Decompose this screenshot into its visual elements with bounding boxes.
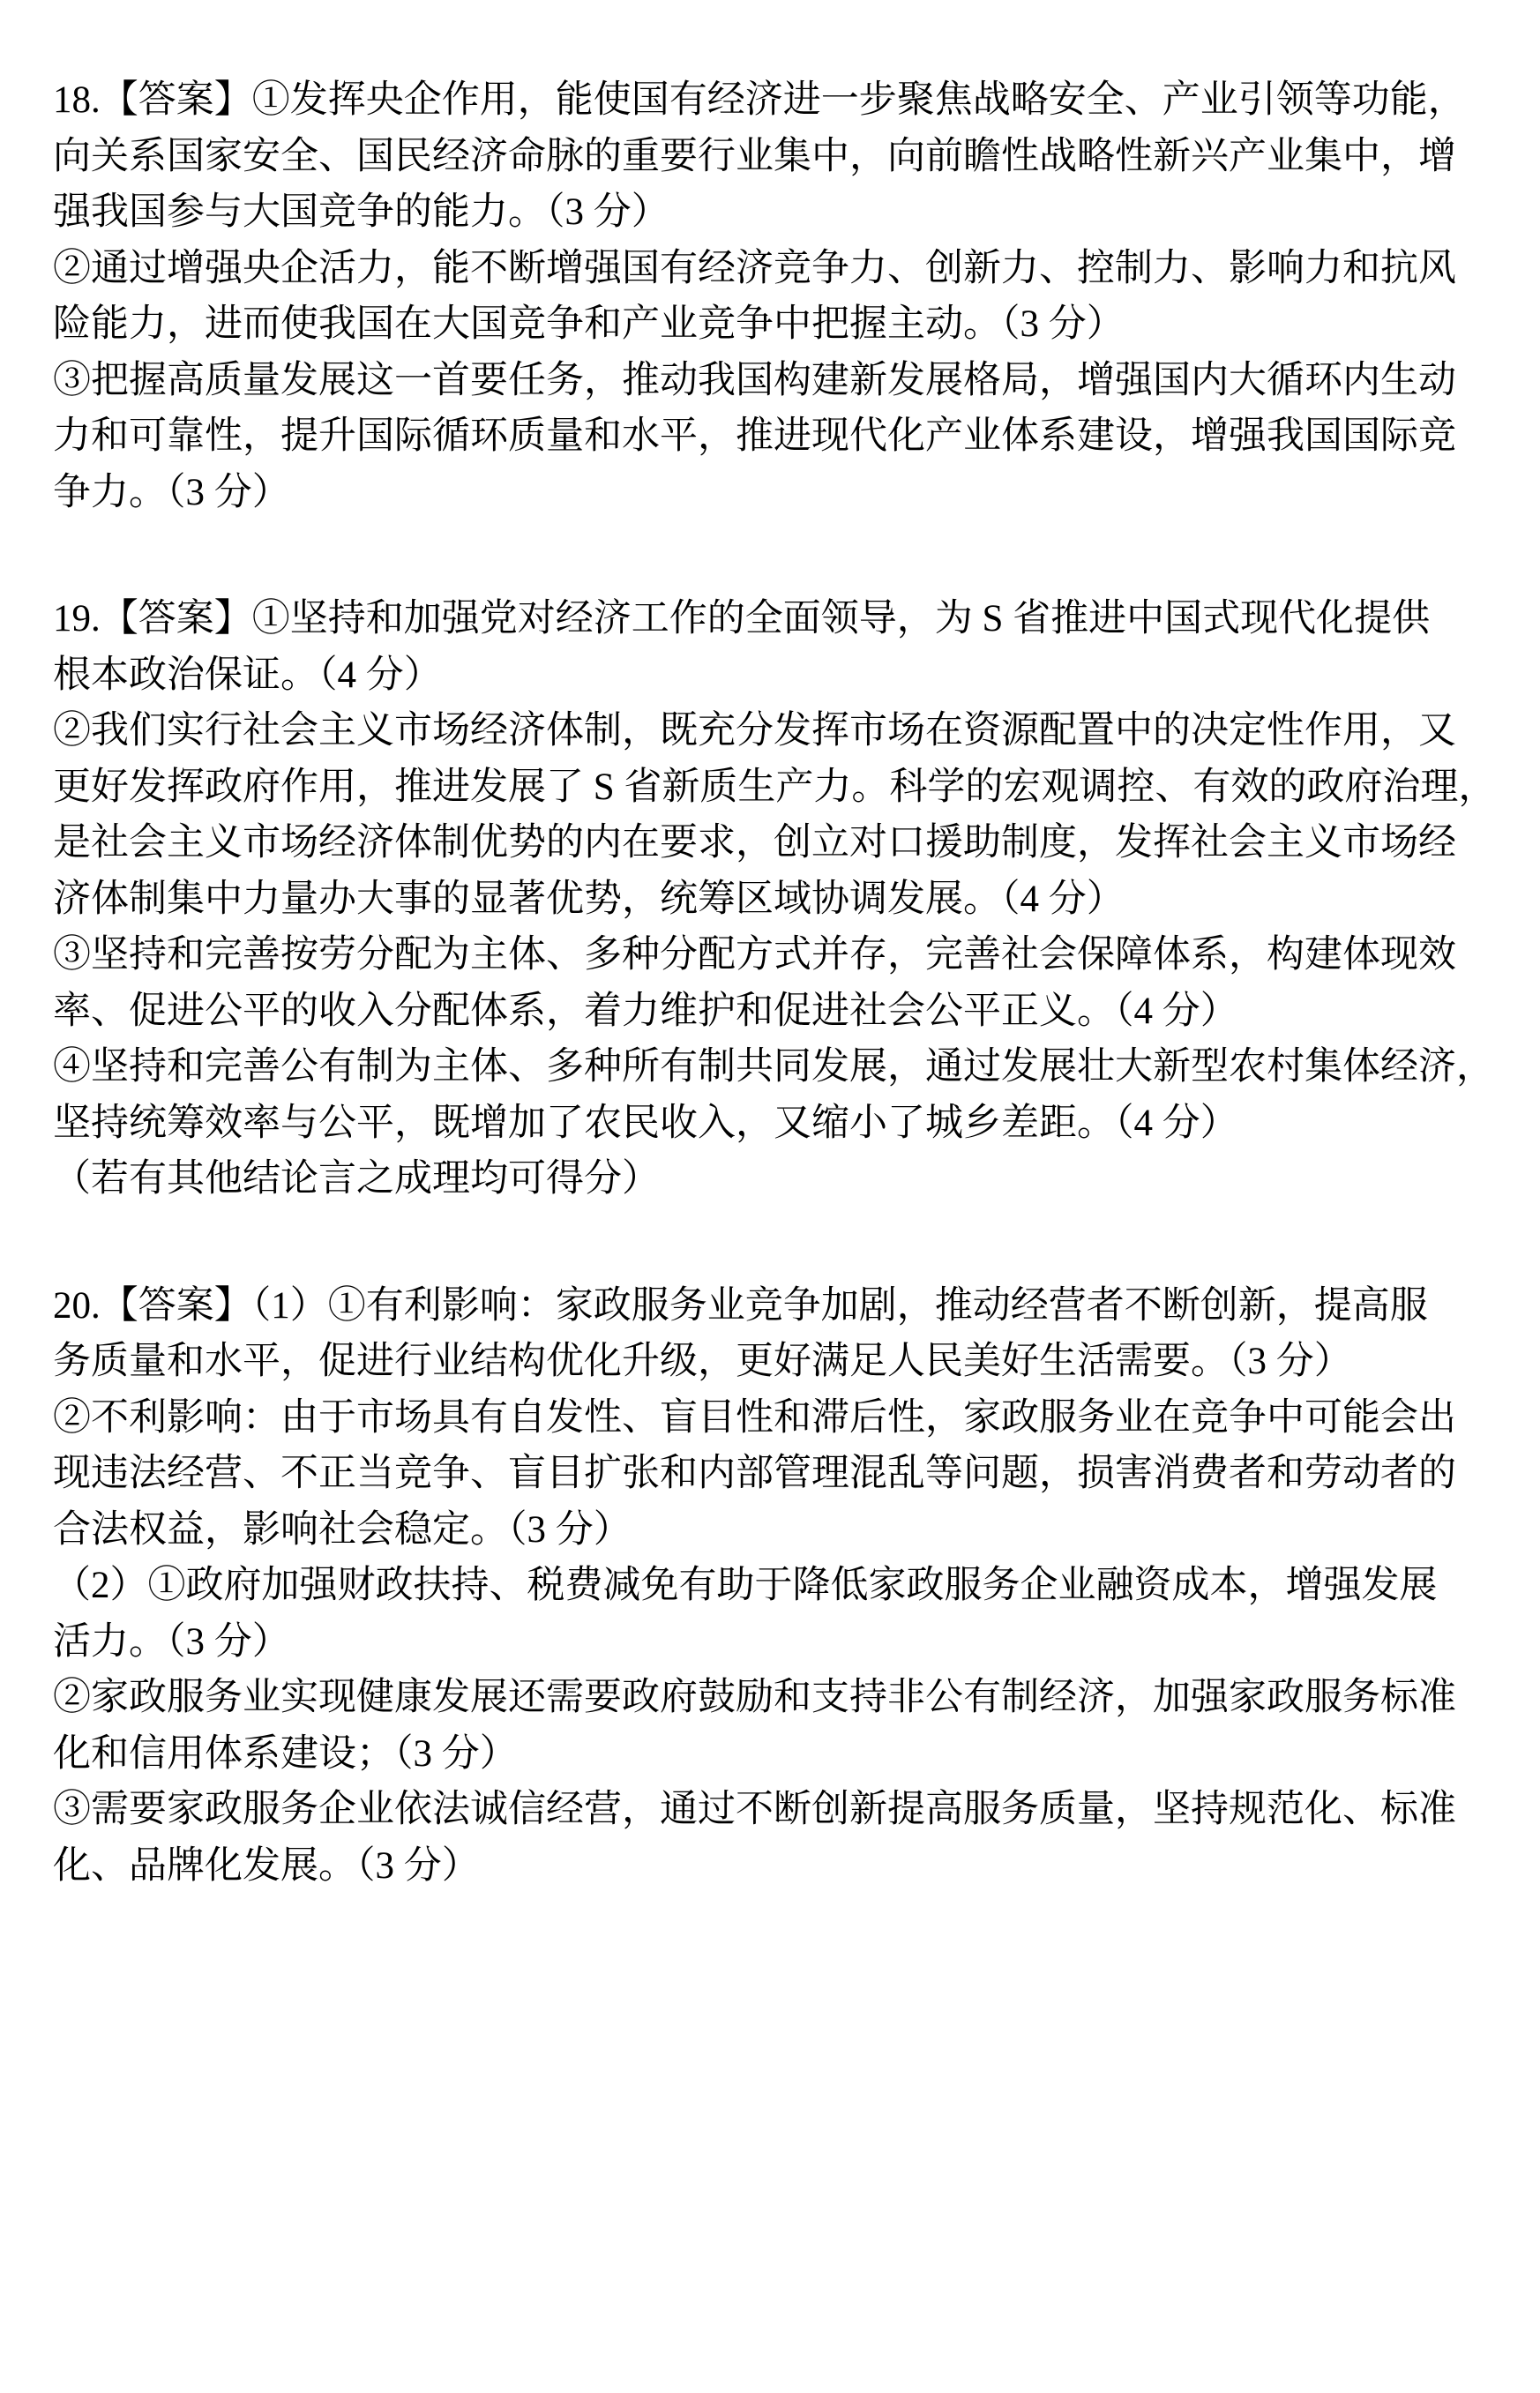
answer-19-line: 是社会主义市场经济体制优势的内在要求，创立对口援助制度，发挥社会主义市场经	[53, 822, 1456, 864]
section-divider-space	[53, 520, 1496, 591]
answer-20-line: 化和信用体系建设；（3 分）	[53, 1732, 518, 1775]
answer-20-line: 现违法经营、不正当竞争、盲目扩张和内部管理混乱等问题，损害消费者和劳动者的	[53, 1453, 1456, 1494]
answer-20-line: 化、品牌化发展。（3 分）	[53, 1844, 480, 1887]
answer-18-line: ③把握高质量发展这一首要任务，推动我国构建新发展格局，增强国内大循环内生动	[53, 359, 1456, 401]
answer-19-line: 济体制集中力量办大事的显著优势，统筹区域协调发展。（4 分）	[53, 878, 1125, 920]
answer-20-line: ②不利影响：由于市场具有自发性、盲目性和滞后性，家政服务业在竞争中可能会出	[53, 1396, 1456, 1439]
answer-20-line: ③需要家政服务企业依法诚信经营，通过不断创新提高服务质量，坚持规范化、标准	[53, 1789, 1456, 1830]
answer-18-line: 争力。（3 分）	[53, 471, 290, 513]
answer-20-line: 20.【答案】（1）①有利影响：家政服务业竞争加剧，推动经营者不断创新，提高服	[53, 1284, 1428, 1327]
answer-block-20	[53, 1278, 1496, 1895]
answer-19-line: ③坚持和完善按劳分配为主体、多种分配方式并存，完善社会保障体系，构建体现效	[53, 934, 1456, 976]
answer-block-18	[53, 72, 1496, 520]
answer-block-19	[53, 591, 1496, 1208]
section-divider-space	[53, 1208, 1496, 1278]
answer-19-line: （若有其他结论言之成理均可得分）	[53, 1158, 660, 1200]
answer-19-line: ④坚持和完善公有制为主体、多种所有制共同发展，通过发展壮大新型农村集体经济，	[53, 1046, 1494, 1088]
answer-20-line: 务质量和水平，促进行业结构优化升级，更好满足人民美好生活需要。（3 分）	[53, 1341, 1352, 1382]
answer-18-line: 18.【答案】①发挥央企作用，能使国有经济进一步聚焦战略安全、产业引领等功能，	[53, 79, 1466, 121]
answer-20-line: （2）①政府加强财政扶持、税费减免有助于降低家政服务企业融资成本，增强发展	[53, 1565, 1438, 1606]
answer-19-line: 坚持统筹效率与公平，既增加了农民收入，又缩小了城乡差距。（4 分）	[53, 1102, 1238, 1144]
answer-18-line: 向关系国家安全、国民经济命脉的重要行业集中，向前瞻性战略性新兴产业集中，增	[53, 135, 1456, 177]
answer-19-line: 更好发挥政府作用，推进发展了 S 省新质生产力。科学的宏观调控、有效的政府治理，	[53, 766, 1496, 808]
answer-18-line: 险能力，进而使我国在大国竞争和产业竞争中把握主动。（3 分）	[53, 303, 1125, 345]
answer-18-line: ②通过增强央企活力，能不断增强国有经济竞争力、创新力、控制力、影响力和抗风	[53, 247, 1456, 289]
answer-20-line: ②家政服务业实现健康发展还需要政府鼓励和支持非公有制经济，加强家政服务标准	[53, 1677, 1456, 1718]
answer-20-line: 活力。（3 分）	[53, 1620, 290, 1663]
answer-19-line: 根本政治保证。（4 分）	[53, 654, 442, 696]
answer-19-line: 率、促进公平的收入分配体系，着力维护和促进社会公平正义。（4 分）	[53, 990, 1238, 1032]
answer-20-line: 合法权益，影响社会稳定。（3 分）	[53, 1508, 632, 1551]
answer-18-line: 力和可靠性，提升国际循环质量和水平，推进现代化产业体系建设，增强我国国际竞	[53, 415, 1456, 457]
answer-18-line: 强我国参与大国竞争的能力。（3 分）	[53, 191, 669, 233]
answer-19-line: ②我们实行社会主义市场经济体制，既充分发挥市场在资源配置中的决定性作用，又	[53, 710, 1456, 752]
answer-19-line: 19.【答案】①坚持和加强党对经济工作的全面领导，为 S 省推进中国式现代化提供	[53, 598, 1431, 639]
